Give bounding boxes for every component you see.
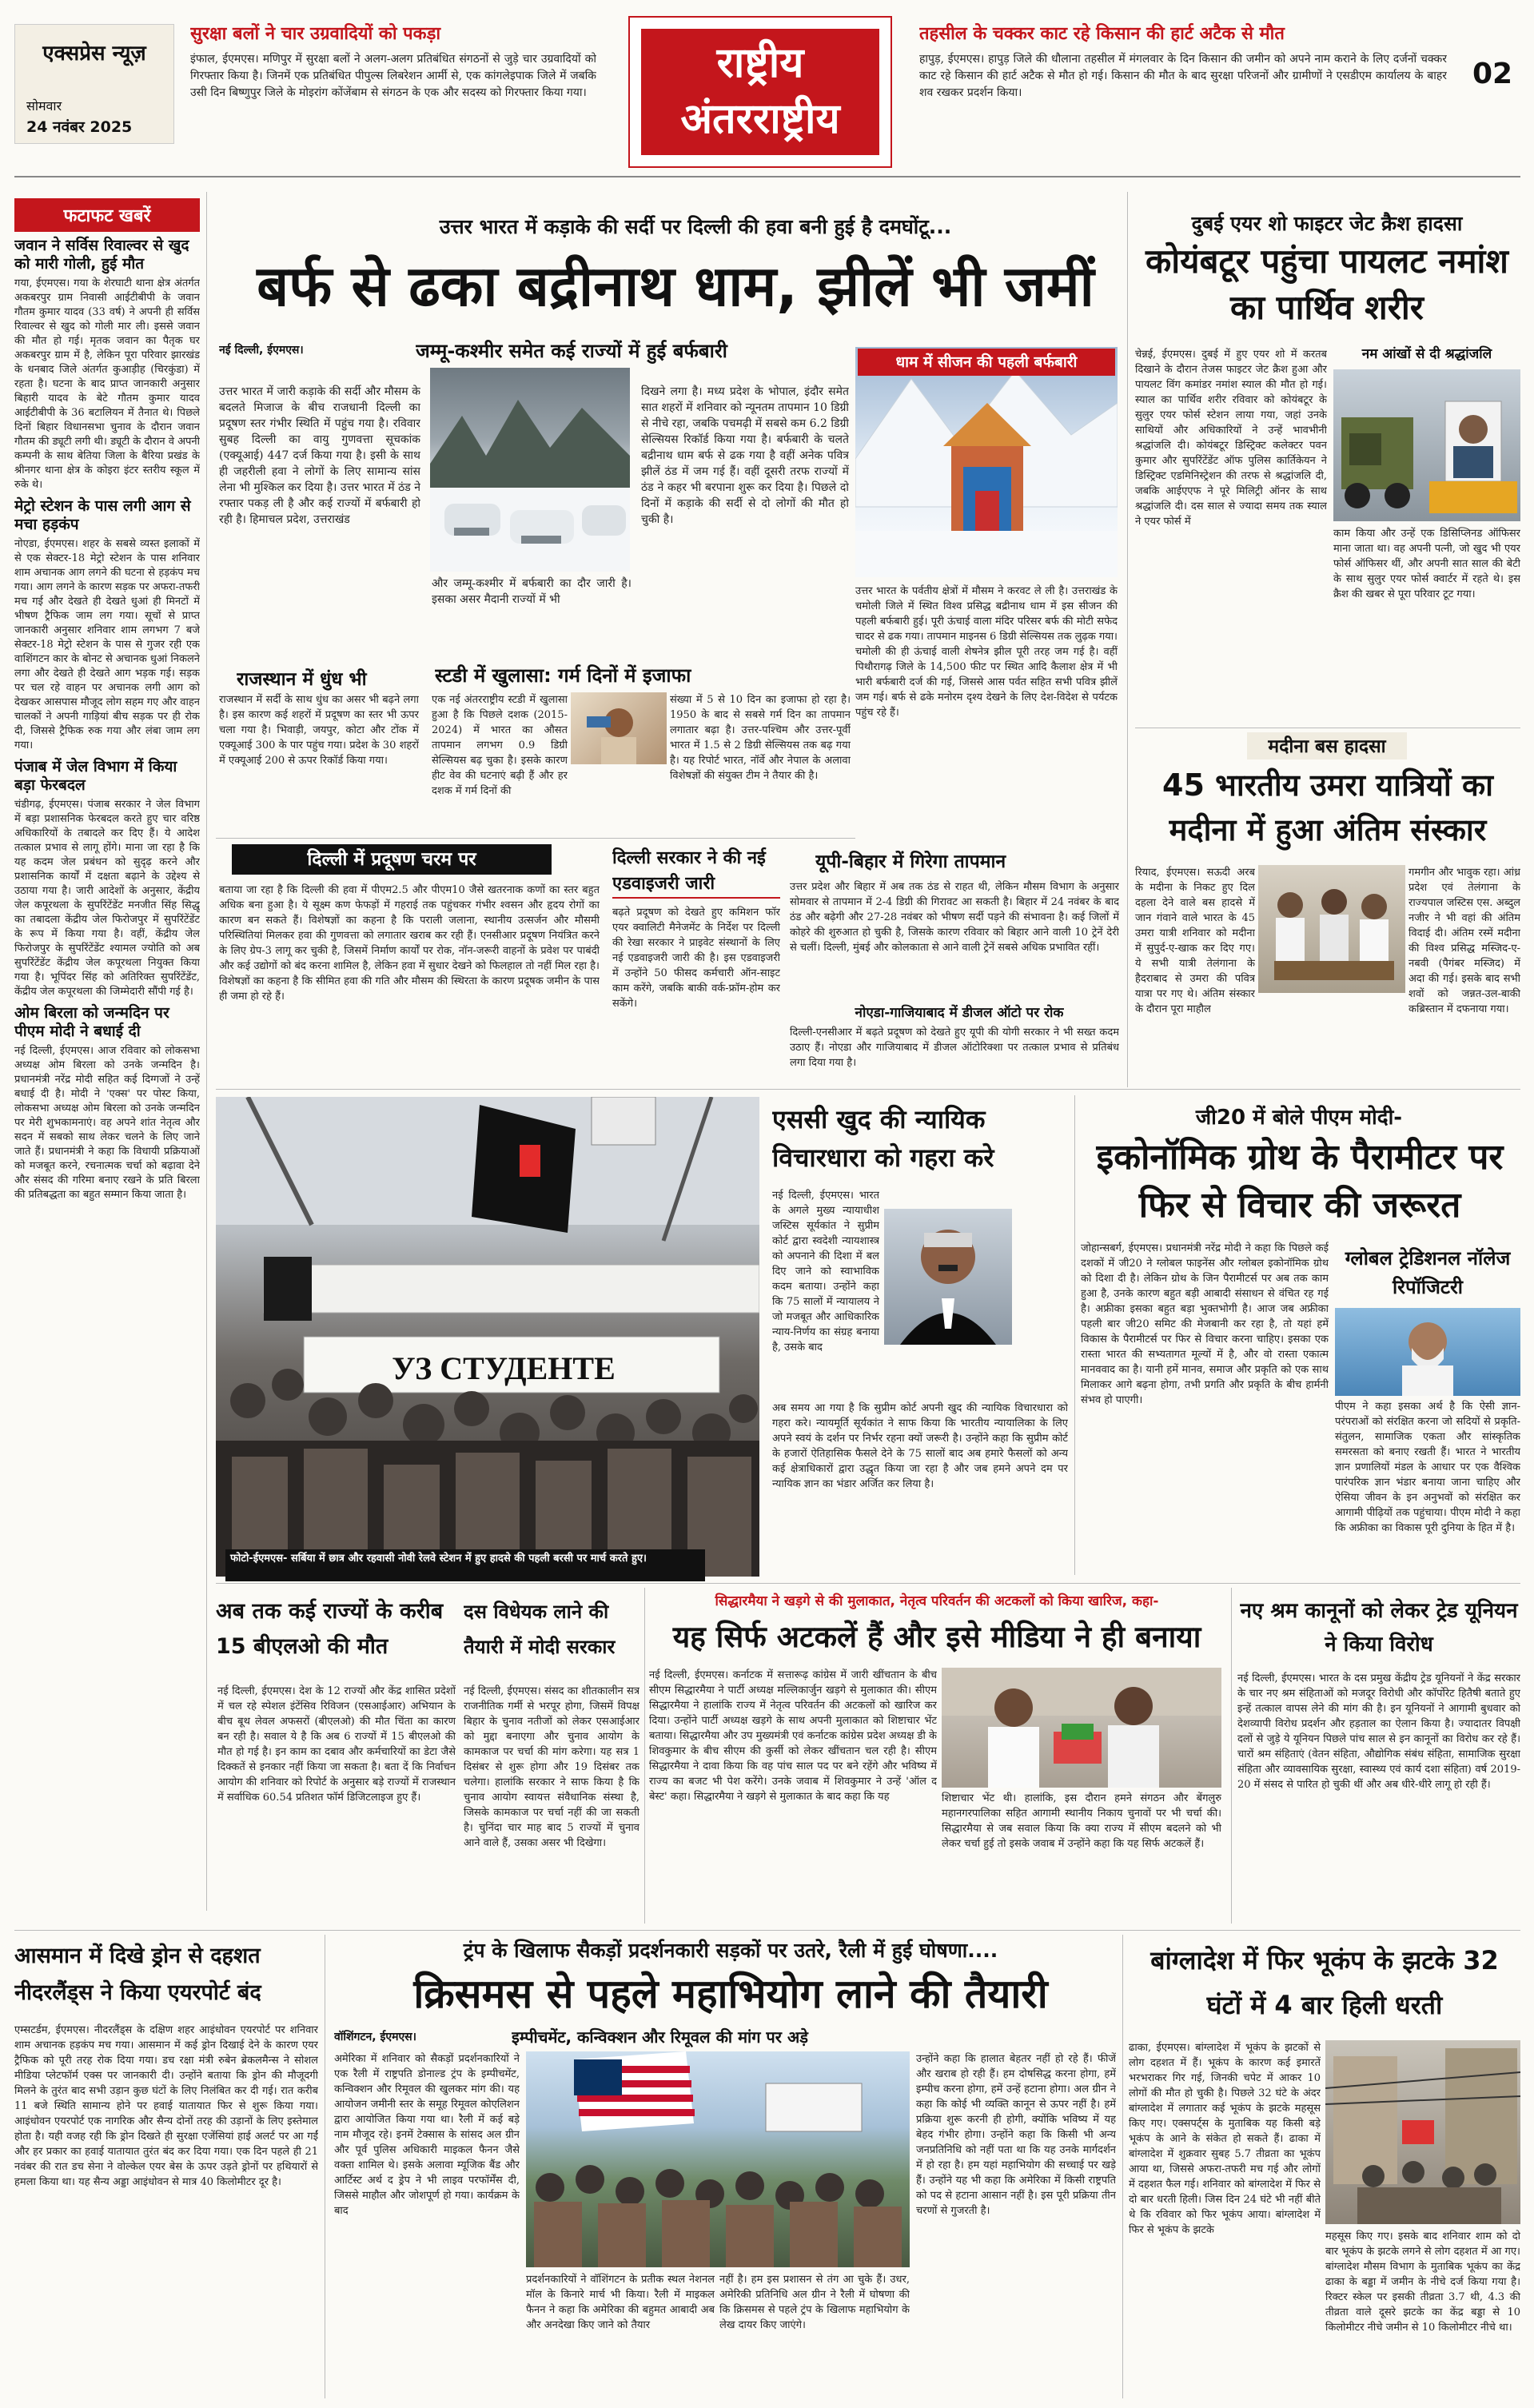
trump-col4: उन्होंने कहा कि हालात बेहतर नहीं हो रहे हैं। फीजें और खराब हो रही हैं। हम दोषसिद्ध करना होगा, हमें इम्पीच करना होगा, हमें उन्हें हटाना होगा। अल ग्रीन ने कहा कि कोई भी व्यक्ति कानून से ऊपर नहीं है। हमें प्रक्रिया शुरू करनी ही होगी, क्योंकि भविष्य में यह बेहद गंभीर होगा। उन्होंने कहा कि किसी भी अन्य जनप्रतिनिधि को नहीं पता था कि यह उनके मार्गदर्शन में हो रहा है। हम यहां महाभियोग की सच्चाई पर खड़े हैं। उन्होंने यह भी कहा कि अमेरिका में किसी राष्ट्रपति को पद से हटाना आसान नहीं है। इस पूरी प्रक्रिया तीन चरणों से गुजरती है। (916, 2053, 1116, 2217)
bangladesh-text-a: ढाका, ईएमएस। बांग्लादेश में भूकंप के झटकों से लोग दहशत में हैं। भूकंप के कारण कई इमारतें भरभराकर गिर गई, जिनकी चपेट में आकर 10 लोगों की मौत हो चुकी है। पिछले 32 घंटे के अंदर बांग्लादेश में लगातार कई भूकंप के झटके महसूस किए गए। एक्सपर्ट्स के मुताबिक यह किसी बड़े भूकंप के आने के संकेत हो सकते हैं। ढाका में बांग्लादेश में शुक्रवार सुबह 5.7 तीव्रता का भूकंप आया था, जिससे अफरा-तफरी मच गई और लोगों में दहशत फैल गई। शनिवार को बांग्लादेश में फिर से दो बार धरती हिली। जिस दिन 24 घंटे भी नहीं बीते थे कि रविवार को फिर भूकंप आया। बांग्लादेश में फिर से भूकंप के झटके (1129, 2042, 1321, 2236)
study-headline: स्टडी में खुलासा: गर्म दिनों में इजाफा (435, 664, 691, 687)
up-bihar-headline: यूपी-बिहार में गिरेगा तापमान (815, 851, 1006, 872)
lead-subhead: जम्मू-कश्मीर समेत कई राज्यों में हुई बर्फबारी (416, 340, 727, 362)
sc-text-a: नई दिल्ली, ईएमएस। भारत के अगले मुख्य न्यायाधीश जस्टिस सूर्यकांत ने सुप्रीम कोर्ट द्वारा स्वदेशी न्यायशास्त्र को अपनाने की दिशा में बल दिए जाने को स्वाभाविक कदम बताया। उन्होंने कहा कि 75 सालों में न्यायालय ने जो मजबूत और आधिकारिक न्याय-निर्णय का संग्रह बनाया है, उसके बाद (772, 1190, 879, 1354)
g20-headline: इकोनॉमिक ग्रोथ के पैरामीटर पर फिर से विचार की जरूरत (1096, 1137, 1504, 1226)
coimbatore-headline: कोयंबटूर पहुंचा पायलट नमांश का पार्थिव शरीर (1146, 241, 1508, 327)
lead-col4: उत्तर भारत के पर्वतीय क्षेत्रों में मौसम ने करवट ले ली है। उत्तराखंड के चमोली जिले में स्थित विश्व प्रसिद्ध बद्रीनाथ धाम में इस सीजन की पहली बर्फबारी हुई। पूरी ऊंचाई वाला मंदिर परिसर बर्फ की मोटी सफेद चादर से ढक गया। तापमान माइनस 6 डिग्री सेल्सियस तक लुढ़क गया। चमोली की ही ऊंचाई वाली शेषनेत्र झील पूरी तरह जम गई है। वहीं पिथौरागढ़ जिले के 14,500 फीट पर स्थित आदि कैलाश क्षेत्र में भी भारी बर्फबारी दर्ज की गई, जिससे आस पर्वत सहित सभी पवित्र झीलें जम गई। बर्फ से ढके मनोरम दृश्य देखने के लिए देश-विदेश से पर्यटक पहुंच रहे हैं। (855, 585, 1118, 719)
trump-protest-photo (526, 2051, 910, 2267)
sc-headline: एससी खुद की न्यायिक विचारधारा को गहरा करे (772, 1104, 994, 1173)
trump-col1: अमेरिका में शनिवार को सैकड़ों प्रदर्शनकारियों ने एक रैली में राष्ट्रपति डोनाल्ड ट्रंप के इम्पीचमेंट, कन्विक्शन और रिमूवल की खुलकर मांग की। यह आयोजन जमीनी स्तर के समूह रिमूवल कोएलिशन द्वारा आयोजित किया गया था। रैली में कई बड़े नाम मौजूद रहे। इनमें टेक्सास के सांसद अल ग्रीन और पूर्व पुलिस अधिकारी माइकल फैनन जैसे वक्ता शामिल थे। इसके अलावा म्यूजिक बैंड और आर्टिस्ट अर्थ द ड्रेप ने भी लाइव परफॉर्मेंस दी, जिससे माहौल और जोशपूर्ण हो गया। कार्यक्रम के बाद (334, 2053, 520, 2217)
pilot-tribute-photo (1333, 369, 1520, 521)
coimbatore-text-a: चेन्नई, ईएमएस। दुबई में हुए एयर शो में करतब दिखाने के दौरान तेजस फाइटर जेट क्रैश हुआ और पायलट विंग कमांडर नमांश स्याल की मौत हो गई। स्याल का पार्थिव शरीर रविवार को कोयंबटूर के सुलुर एयर फोर्स स्टेशन लाया गया, जहां उनके साथियों और अधिकारियों ने उन्हें भावभीनी श्रद्धांजलि दी। कोयंबटूर डिस्ट्रिक्ट कलेक्टर पवन कुमार और सुपरिंटेंडेंट ऑफ पुलिस कार्तिकेयन ने डिस्ट्रिक्ट एडमिनिस्ट्रेशन की तरफ से श्रद्धांजलि दी, जबकि आईएएफ ने पूरे मिलिट्री ऑनर के साथ श्रद्धांजलि दी। दस साल से ज्यादा समय तक स्याल ने एयर फोर्स में (1135, 349, 1327, 528)
coimbatore-kicker: दुबई एयर शो फाइटर जेट क्रैश हादसा (1191, 212, 1463, 235)
lead-col3: दिखने लगा है। मध्य प्रदेश के भोपाल, इंदौर समेत सात शहरों में शनिवार को न्यूनतम तापमान 10 डिग्री से नीचे रहा, जबकि पचमढ़ी में सबसे कम 6.2 डिग्री सेल्सियस रिकॉर्ड किया गया है। बर्फबारी के चलते बद्रीनाथ धाम बर्फ से ढक गया है वहीं अनेक पवित्र झीलें ठंड में जम गई हैं। वहीं दूसरी तरफ राज्यों में ठंड ने कहर भी बरपाना शुरू कर दिया है। पिछले दो दिनों में कड़ाके की सर्दी से दो लोगों की मौत हो चुकी है। (641, 385, 849, 526)
protest-photo-caption: फोटो-ईएमएस- सर्बिया में छात्र और रहवासी नोवी रेलवे स्टेशन में हुए हादसे की पहली बरसी पर मार्च करते हुए। (225, 1549, 705, 1581)
brand-name: एक्सप्रेस न्यूज़ (42, 42, 146, 66)
siddaramaiah-text-b: शिष्टाचार भेंट थी। हालांकि, इस दौरान हमने संगठन और बेंगलुरु महानगरपालिका सहित आगामी स्थानीय निकाय चुनावों पर भी चर्चा की। सिद्धारमैया से जब सवाल किया कि क्या राज्य में सीएम बदलने को भी लेकर चर्चा हुई तो इसके जवाब में उन्होंने कहा कि यह सिर्फ अटकलें हैं। (942, 1792, 1221, 1850)
trump-photo-caption: प्रदर्शनकारियों ने वॉशिंगटन के प्रतीक स्थल नेशनल मॉल के किनारे मार्च भी किया। रैली में माइकल फैनन ने कहा कि अमेरिका की बहुमत आबादी अब और अनदेखा किए जाने को तैयार (526, 2274, 715, 2331)
sidebar-text-3: चंडीगढ़, ईएमएस। पंजाब सरकार ने जेल विभाग में बड़ा प्रशासनिक फेरबदल करते हुए चार वरिष्ठ अधिकारियों के तबादले कर दिए हैं। ये आदेश तत्काल प्रभाव से लागू होंगे। माना जा रहा है कि यह कदम जेल प्रबंधन को सुदृढ़ करने और प्रशासनिक कार्यों में दक्षता बढ़ाने के उद्देश्य से उठाया गया है। जारी आदेशों के अनुसार, केंद्रीय जेल कपूरथला के सुपरिंटेंडेंट मनजीत सिंह सिद्धू का तबादला केंद्रीय जेल फिरोजपुर में सुपरिंटेंडेंट के रूप में किया गया है। वहीं, केंद्रीय जेल फिरोजपुर के सुपरिंटेंडेंट श्यामल ज्योति को अब सुपरिंटेंडेंट केंद्रीय जेल कपूरथला नियुक्त किया गया है। भूपिंदर सिंह को अतिरिक्त सुपरिंटेंडेंट, केंद्रीय जेल कपूरथला की जिम्मेदारी सौंपी गई है। (14, 799, 200, 998)
drone-headline: आसमान में दिखे ड्रोन से दहशत नीदरलैंड्स ने किया एयरपोर्ट बंद (14, 1944, 261, 2005)
rajasthan-text: राजस्थान में सर्दी के साथ धुंध का असर भी बढ़ने लगा है। इस कारण कई शहरों में प्रदूषण का स्तर भी ऊपर चला गया है। भिवाड़ी, जयपुर, कोटा और टोंक में एक्यूआई 300 के पार पहुंच गया। प्रदेश के 30 शहरों में एक्यूआई 200 से ऊपर रिकॉर्ड किया गया। (219, 694, 419, 767)
medina-funeral-photo (1258, 865, 1405, 993)
study-text-b: संख्या में 5 से 10 दिन का इजाफा हो रहा है। 1950 के बाद से सबसे गर्म दिन का तापमान लगातार बढ़ा है। उत्तर-पश्चिम और उत्तर-पूर्वी भारत में 1.5 से 2 डिग्री सेल्सियस तक बढ़ गया है। यह रिपोर्ट भारत, नॉर्वे और नेपाल के अलावा विशेषज्ञों की संयुक्त टीम ने तैयार की है। (670, 694, 851, 782)
trump-col3-tail: नहीं है। हम इस प्रशासन से तंग आ चुके हैं। उधर, अमेरिकी प्रतिनिधि अल ग्रीन ने रैली में घोषणा की कि क्रिसमस से पहले ट्रंप के खिलाफ महाभियोग के लेख दायर किए जाएंगे। (719, 2274, 910, 2331)
medina-text-b: गमगीन और भावुक रहा। आंध्र प्रदेश एवं तेलंगाना के राज्यपाल जस्टिस एस. अब्दुल नजीर ने भी वहां की अंतिम विदाई दी। अंतिम रस्में मदीना की विश्व प्रसिद्ध मस्जिद-ए-नबवी (पैगंबर मस्जिद) में अदा की गई। इसके बाद सभी शवों को जन्नत-उल-बाकी कब्रिस्तान में दफनाया गया। (1408, 867, 1520, 1015)
lead-col2-tail: और जम्मू-कश्मीर में बर्फबारी का दौर जारी है। इसका असर मैदानी राज्यों में भी (432, 577, 632, 606)
labour-text: नई दिल्ली, ईएमएस। भारत के दस प्रमुख केंद्रीय ट्रेड यूनियनों ने केंद्र सरकार के चार नए श्रम संहिताओं को मजदूर विरोधी और कॉर्पोरेट हितैषी बताते हुए इन्हें तत्काल वापस लेने की मांग की है। इन यूनियनों ने आगामी बुधवार को देशव्यापी विरोध प्रदर्शन और हड़ताल का ऐलान किया है। ज्यादातर विपक्षी दलों से जुड़े ये यूनियन पिछले पांच साल से इन कानूनों का विरोध कर रहे हैं। चारों श्रम संहिताएं (वेतन संहिता, औद्योगिक संबंध संहिता, सामाजिक सुरक्षा संहिता और व्यावसायिक सुरक्षा, स्वास्थ्य एवं कार्य दशा संहिता) वर्ष 2019-20 में संसद से पारित हो चुकी थीं और अब धीरे-धीरे लागू हो रही हैं। (1237, 1672, 1520, 1791)
sidebar (14, 198, 200, 1917)
g20-sub-headline: ग्लोबल ट्रेडिशनल नॉलेज रिपॉजिटरी (1345, 1247, 1511, 1298)
vidheyak-text: नई दिल्ली, ईएमएस। संसद का शीतकालीन सत्र राजनीतिक गर्मी से भरपूर होगा, जिसमें विपक्ष बिहार के चुनाव नतीजों को लेकर एसआईआर को मुद्दा बनाएगा और चुनाव आयोग के कामकाज पर चर्चा की मांग करेगा। यह सत्र 1 दिसंबर से शुरू होगा और 19 दिसंबर तक चलेगा। हालांकि सरकार ने साफ किया है कि चुनाव आयोग स्वायत्त संवैधानिक संस्था है, जिसके कामकाज पर चर्चा नहीं की जा सकती है। चुनिंदा चार माह बाद 5 राज्यों में चुनाव आने वाले हैं, उसका असर भी दिखेगा। (464, 1685, 639, 1849)
sidebar-title: फटाफट खबरें (14, 198, 200, 232)
bilo-headline: अब तक कई राज्यों के करीब 15 बीएलओ की मौत (216, 1599, 444, 1659)
bangladesh-headline: बांग्लादेश में फिर भूकंप के झटके 32 घंटों में 4 बार हिली धरती (1150, 1945, 1499, 2020)
siddaramaiah-text-a: नई दिल्ली, ईएमएस। कर्नाटक में सत्तारूढ़ कांग्रेस में जारी खींचतान के बीच सीएम सिद्धारमैया ने पार्टी अध्यक्ष मल्लिकार्जुन खड़गे से मुलाकात की। सीएम सिद्धारमैया ने हालांकि राज्य में नेतृत्व परिवर्तन की अटकलों को खारिज कर दिया। उन्होंने पार्टी अध्यक्ष खड़गे के साथ अपनी मुलाकात को शिष्टाचार भेंट बताया। सिद्धारमैया और उप मुख्यमंत्री एवं कर्नाटक कांग्रेस प्रदेश अध्यक्ष डी के शिवकुमार के बीच सीएम की कुर्सी को लेकर खींचतान चल रही है। सीएम सिद्धारमैया ने दावा किया कि वह पांच साल पद पर बने रहेंगे और भविष्य में राज्य का बजट भी पेश करेंगे। उनके जवाब में शिवकुमार ने उन्हें 'ऑल द बेस्ट' कहा। सिद्धारमैया ने खड़गे से मुलाकात के बाद कहा कि यह (649, 1669, 937, 1803)
noida-headline: नोएडा-गाजियाबाद में डीजल ऑटो पर रोक (855, 1005, 1064, 1021)
coimbatore-subhead: नम आंखों से दी श्रद्धांजलि (1361, 346, 1492, 362)
sc-text-b: अब समय आ गया है कि सुप्रीम कोर्ट अपनी खुद की न्यायिक विचारधारा को गहरा करे। न्यायमूर्ति सूर्यकांत ने साफ किया कि भारतीय न्यायालिका के लिए अपने स्वयं के दर्शन पर निर्भर रहना क्यों जरूरी है। उन्होंने कहा कि सुप्रीम कोर्ट के हजारों ऐतिहासिक फैसले देने के 75 सालों बाद अब हमारे फैसलों को अन्य कई क्षेत्राधिकारों द्वारा उद्धृत किया जा रहा है और जब हमने अपने दम पर न्यायिक ज्ञान का भंडार अर्जित कर लिया है। (772, 1402, 1068, 1490)
lead-headline: बर्फ से ढका बद्रीनाथ धाम, झीलें भी जमीं (257, 253, 1094, 319)
medina-text-a: रियाद, ईएमएस। सऊदी अरब के मदीना के निकट हुए दिल दहला देने वाले बस हादसे में जान गंवाने वाले भारत के 45 उमरा यात्री शनिवार को मदीना में सुपुर्द-ए-खाक कर दिए गए। ये सभी यात्री तेलंगाना के हैदराबाद से उमरा की पवित्र यात्रा पर गए थे। अंतिम संस्कार के दौरान पूरा माहौल (1135, 867, 1255, 1015)
lead-dateline: नई दिल्ली, ईएमएस। (219, 344, 304, 357)
vidheyak-headline: दस विधेयक लाने की तैयारी में मोदी सरकार (464, 1601, 616, 1658)
sidebar-headline-3: पंजाब में जेल विभाग में किया बड़ा फेरबदल (14, 758, 177, 794)
masthead-day: सोमवार (26, 98, 62, 114)
lead-kicker: उत्तर भारत में कड़ाके की सर्दी पर दिल्ली की हवा बनी हुई है दमघोंटू... (439, 215, 952, 238)
badrinath-photo-label: धाम में सीजन की पहली बर्फबारी (858, 349, 1115, 376)
advisory-text: बढ़ते प्रदूषण को देखते हुए कमिशन फॉर एयर क्वालिटी मैनेजमेंट के निर्देश पर दिल्ली की रेखा सरकार ने प्राइवेट संस्थानों के लिए नई एडवाइजरी जारी की है। इस एडवाइजरी में उन्होंने 50 फीसद कर्मचारी ऑन-साइट काम करेंगे, जबकि बाकी वर्क-फ्रॉम-होम कर सकेंगे। (612, 907, 780, 1010)
trump-subhead: इम्पीचमेंट, कन्विक्शन और रिमूवल की मांग पर अड़े (512, 2027, 808, 2047)
labour-headline: नए श्रम कानूनों को लेकर ट्रेड यूनियन ने किया विरोध (1240, 1599, 1518, 1656)
section-title-2: अंतरराष्ट्रीय (680, 95, 840, 143)
g20-text-b: पीएम ने कहा इसका अर्थ है कि ऐसी ज्ञान-परंपराओं को संरक्षित करना जो सदियों से प्रकृति-संतुलन, सामाजिक एकता और सांस्कृतिक समरसता को बनाए रखती हैं। भारत ने भारतीय ज्ञान प्रणालियों मंडल के आधार पर एक वैश्विक पारंपरिक ज्ञान भंडार बनाया जाना चाहिए और ऐसिया जीवन के इन अनुभवों को संरक्षित कर आगामी पीढ़ियों तक पहुंचाया। पीएम मोदी ने कहा कि अफ्रीका का विकास पूरी दुनिया के हित में है। (1335, 1401, 1520, 1534)
bangladesh-text-b: महसूस किए गए। इसके बाद शनिवार शाम को दो बार भूकंप के झटके लगने से लोग दहशत में आ गए। बांग्लादेश मौसम विभाग के मुताबिक भूकंप का केंद्र ढाका के बड्डा में जमीन के नीचे दर्ज किया गया है। रिक्टर स्केल पर इसकी तीव्रता 3.7 थी, 4.3 की तीव्रता वाले दूसरे झटके का केंद्र बड्डा से 10 किलोमीटर नीचे जमीन से 10 किलोमीटर नीचे था। (1325, 2231, 1520, 2334)
noida-text: दिल्ली-एनसीआर में बढ़ते प्रदूषण को देखते हुए यूपी की योगी सरकार ने भी सख्त कदम उठाए हैं। नोएडा और गाजियाबाद में डीजल ऑटोरिक्शा पर तत्काल प्रभाव से प्रतिबंध लगा दिया गया है। (790, 1027, 1119, 1069)
trump-headline: क्रिसमस से पहले महाभियोग लाने की तैयारी (413, 1971, 1048, 2017)
top-left-text: इंफाल, ईएमएस। मणिपुर में सुरक्षा बलों ने अलग-अलग प्रतिबंधित संगठनों से जुड़े चार उग्रवादियों को गिरफ्तार किया है। जिनमें एक प्रतिबंधित पीपुल्स लिबरेशन आर्मी से, एक कांगलेइपाक जिले में जबकि उसी दिन बिष्णुपुर जिले के मोइरांग कोंजेंबाम से संगठन के एक और सदस्य को गिरफ्तार किया गया। (190, 53, 596, 99)
bangladesh-quake-photo (1325, 2040, 1520, 2224)
bilo-text: नई दिल्ली, ईएमएस। देश के 12 राज्यों और केंद्र शासित प्रदेशों में चल रहे स्पेशल इंटेंसिव रिविजन (एसआईआर) अभियान के बीच बूथ लेवल अफसरों (बीएलओ) की मौत चिंता का कारण बन रही है। सवाल ये है कि अब 6 राज्यों में 15 बीएलओ की मौत हो गई है। इन काम का दबाव और कर्मचारियों का डेटा जैसे दिक्कतें से इनकार नहीं किया जा सकता है। बता दें कि निर्वाचन आयोग की शनिवार को रिपोर्ट के अनुसार बड़े राज्यों में राजस्थान में सर्वाधिक 60.54 प्रतिशत फॉर्म डिजिटलाइज हुए हैं। (217, 1685, 456, 1804)
masthead-brand-box (14, 24, 174, 144)
sidebar-headline-4: ओम बिरला को जन्मदिन पर पीएम मोदी ने बधाई दी (14, 1004, 169, 1040)
page-number: 02 (1472, 58, 1513, 90)
siddaramaiah-headline: यह सिर्फ अटकलें हैं और इसे मीडिया ने ही बनाया (672, 1620, 1201, 1654)
top-left-story (190, 21, 596, 149)
sidebar-headline-2: मेट्रो स्टेशन के पास लगी आग से मचा हड़कंप (14, 497, 191, 533)
snow-cars-photo (430, 368, 630, 572)
top-right-text: हापुड़, ईएमएस। हापुड़ जिले की धौलाना तहसील में मंगलवार के दिन किसान की जमीन को अपने नाम कराने के लिए दर्जनों चक्कर काट रहे किसान की हार्ट अटैक से मौत हो गई। किसान की मौत के बाद सुरक्षा परिजनों और ग्रामीणों ने एसडीएम कार्यालय के बाहर शव रखकर प्रदर्शन किया। (919, 53, 1447, 99)
justice-surya-kant-photo (884, 1209, 1012, 1345)
heat-photo (571, 692, 667, 764)
sidebar-text-4: नई दिल्ली, ईएमएस। आज रविवार को लोकसभा अध्यक्ष ओम बिरला को उनके जन्मदिन है। प्रधानमंत्री नरेंद्र मोदी सहित कई दिग्गजों ने उन्हें बधाई दी है। मोदी ने 'एक्स' पर पोस्ट किया, लोकसभा अध्यक्ष ओम बिरला को उनके जन्मदिन पर मेरी शुभकामनाएं। वह अपने शांत नेतृत्व और सदन में सबको साथ लेकर चलने के लिए जाने जाते हैं। प्रधानमंत्री ने कहा कि विधायी प्रक्रियाओं को मजबूत करने, रचनात्मक चर्चा को बढ़ावा देने और संसद की गरिमा बनाए रखने के प्रति बिरला की प्रतिबद्धता का बहुत सम्मान किया जाता है। (14, 1045, 200, 1201)
section-title-1: राष्ट्रीय (716, 39, 804, 87)
top-right-story (919, 21, 1447, 149)
masthead-date: 24 नवंबर 2025 (26, 118, 133, 136)
sidebar-text-2: नोएडा, ईएमएस। शहर के सबसे व्यस्त इलाकों में से एक सेक्टर-18 मेट्रो स्टेशन के पास शनिवार शाम अचानक आग लगने की घटना से हड़कंप मच गया। आग लगने के कारण सड़क पर अफरा-तफरी मच गई और देखते ही देखते धुआं ही मिनटों में भीषण ट्रैफिक जाम लग गया। सूचों से प्राप्त जानकारी अनुसार शनिवार शाम लगभग 7 बजे सेक्टर-18 मेट्रो स्टेशन के पास से गुजर रही एक वाशिंगटन कार के बोनट से अचानक धुआं निकलने लगा और देखते ही देखते आग भड़क गई। सड़क पर चल रहे वाहन पर अचानक लगी आग को देखकर आसपास मौजूद लोग सहम गए और वाहन चालकों ने अपनी गाड़ियां बीच सड़क पर ही रोक दी, जिससे ट्रैफिक रुक गया और लंबा जाम लग गया। (14, 538, 200, 752)
pollution-text: बताया जा रहा है कि दिल्ली की हवा में पीएम2.5 और पीएम10 जैसे खतरनाक कणों का स्तर बहुत अधिक बना हुआ है। ये सूक्ष्म कण फेफड़ों में गहराई तक पहुंचकर गंभीर श्वसन और हृदय रोगों का कारण बन सकते हैं। विशेषज्ञों का कहना है कि पराली जलाना, स्थानीय उत्सर्जन और मौसमी परिस्थितियां मिलकर हवा की गुणवत्ता को लगातार खराब कर रही हैं। एनसीआर प्रदूषण नियंत्रित करने के लिए ग्रेप-3 लागू कर चुकी है, जिसमें निर्माण कार्यों पर रोक, नॉन-जरूरी वाहनों के प्रवेश पर पाबंदी और कई उद्योगों को बंद करना शामिल है, लेकिन हवा में सुधार देखने को फिलहाल तो नहीं मिल रहा है। विशेषज्ञों का कहना है कि सीमित हवा की गति और मौसम की स्थिरता के कारण प्रदूषक जमीन के पास ही जमा हो रहे हैं। (219, 884, 600, 1003)
top-right-headline: तहसील के चक्कर काट रहे किसान की हार्ट अटैक से मौत (919, 24, 1285, 44)
sidebar-text-1: गया, ईएमएस। गया के शेरघाटी थाना क्षेत्र अंतर्गत अकबरपुर ग्राम निवासी आईटीबीपी के जवान गौतम कुमार यादव (33 वर्ष) ने अपनी ही सर्विस रिवाल्वर से खुद को गोली मार ली। इससे जवान की मौत हो गई। मृतक जवान का पैतृक घर अकबरपुर ग्राम में है, लेकिन पूरा परिवार झारखंड के धनबाद जिले अंतर्गत कुआड़ीह (चिरकुंडा) में रहता है। घटना के बाद प्राप्त जानकारी अनुसार बिहारी यादव के बेटे गौतम कुमार यादव आईटीबीपी के 36 बटालियन में तैनात थे। पिछले दिनों बिहार विधानसभा चुनाव के दौरान जवान गौतम की ड्यूटी लगी थी। ड्यूटी के दौरान वे अपनी कम्पनी के साथ बेतिया जिला के बैरिया प्रखंड के श्रीनगर थाना क्षेत्र के कोइरा इंटर स्तरीय स्कूल में रुके थे। (14, 277, 200, 491)
badrinath-photo (855, 347, 1118, 577)
top-left-headline: सुरक्षा बलों ने चार उग्रवादियों को पकड़ा (190, 24, 441, 44)
up-bihar-text: उत्तर प्रदेश और बिहार में अब तक ठंड से राहत थी, लेकिन मौसम विभाग के अनुसार सोमवार से तापमान में 2-4 डिग्री की गिरावट आ सकती है। बिहार में 24 नवंबर के बाद ठंड और बढ़ेगी और 27-28 नवंबर को भीषण सर्दी पड़ने की संभावना है। कई जिलों में कोहरे की शुरुआत हो चुकी है, जिसके कारण रविवार को बिहार आने वाली 10 ट्रेनें देरी से चलीं। दिल्ली, मुंबई और कोलकाता से आने वाली ट्रेनें सबसे अधिक प्रभावित रहीं। (790, 881, 1119, 954)
pollution-headline: दिल्ली में प्रदूषण चरम पर (232, 844, 552, 875)
lead-col1: उत्तर भारत में जारी कड़ाके की सर्दी और मौसम के बदलते मिजाज के बीच राजधानी दिल्ली का प्रदूषण स्तर गंभीर स्थिति में पहुंच गया है। रविवार सुबह दिल्ली का वायु गुणवत्ता सूचकांक (एक्यूआई) 447 दर्ज किया गया है। इसी के साथ ही जहरीली हवा ने लोगों के लिए सामान्य सांस लेना भी मुश्किल कर दिया है। उत्तर भारत में ठंड ने रफ्तार पकड़ ली है और कई राज्यों में बर्फबारी हो रही है। हिमाचल प्रदेश, उत्तराखंड (219, 385, 420, 526)
section-badge (628, 16, 892, 168)
g20-text-a: जोहान्सबर्ग, ईएमएस। प्रधानमंत्री नरेंद्र मोदी ने कहा कि पिछले कई दशकों में जी20 ने ग्लोबल फाइनेंस और ग्लोबल इकोनॉमिक ग्रोथ को दिशा दी है। लेकिन ग्रोथ के जिन पैरामीटर्स पर अब तक काम हुआ है, उनके कारण बहुत बड़ी आबादी संसाधन से वंचित रह गई है। अफ्रीका इसका बहुत बड़ा भुक्तभोगी है। आज जब अफ्रीका पहली बार जी20 समिट की मेजबानी कर रहा है, तो यहां हमें विकास के पैरामीटर्स पर फिर से विचार करना चाहिए। इसका एक रास्ता भारत की सभ्यतागत मूल्यों में है, और वो रास्ता एकात्म मानववाद का है। यानी हमें मानव, समाज और प्रकृति को एक साथ मिलाकर आगे बढ़ना होगा, तभी प्रगति और प्रकृति के बीच हार्मनी संभव हो पाएगी। (1081, 1242, 1329, 1406)
siddaramaiah-kicker: सिद्धारमैया ने खड़गे से की मुलाकात, नेतृत्व परिवर्तन की अटकलों को किया खारिज, कहा- (715, 1593, 1159, 1609)
g20-kicker: जी20 में बोले पीएम मोदी- (1195, 1106, 1403, 1130)
drone-text: एम्सटर्डम, ईएमएस। नीदरलैंड्स के दक्षिण शहर आइंधोवन एयरपोर्ट पर शनिवार शाम अचानक हड़कंप मच गया। आसमान में कई ड्रोन दिखाई देने के कारण एयर ट्रैफिक को पूरी तरह रोक दिया गया। डच रक्षा मंत्री रुबेन ब्रेकलमैन्स ने सोशल मीडिया प्लेटफॉर्म एक्स पर जानकारी दी। उन्होंने बताया कि ड्रोन की मौजूदगी मिलने के तुरंत बाद सभी उड़ान कुछ घंटों के लिए निलंबित कर दी गई। रात करीब 11 बजे स्थिति सामान्य होने पर हवाई यातायात फिर से शुरू किया गया। आइंधोवन एयरपोर्ट एक नागरिक और सैन्य दोनों तरह की उड़ानों के लिए इस्तेमाल होता है। यही वजह रही कि ड्रोन दिखते ही सुरक्षा एजेंसियां हाई अलर्ट पर आ गईं और हर प्रकार का हवाई यातायात तुरंत बंद कर दिया गया। एक दिन पहले ही 21 नवंबर की रात डच सेना ने वोल्केल एयर बेस के ऊपर उड़ते ड्रोनों पर हथियारों से हमला किया था। यह सैन्य अड्डा आइंधोवन से मात्र 40 किलोमीटर दूर है। (14, 2024, 318, 2188)
siddaramaiah-kharge-photo (942, 1668, 1221, 1788)
study-text-a: एक नई अंतरराष्ट्रीय स्टडी में खुलासा हुआ है कि पिछले दशक (2015-2024) में भारत का औसत तापमान लगभग 0.9 डिग्री सेल्सियस बढ़ चुका है। इसके कारण हीट वेव की घटनाएं बढ़ी हैं और हर दशक में गर्म दिनों की (432, 694, 568, 797)
advisory-headline: दिल्ली सरकार ने की नई एडवाइजरी जारी (612, 846, 780, 899)
rajasthan-headline: राजस्थान में धुंध भी (237, 669, 367, 690)
sidebar-headline-1: जवान ने सर्विस रिवाल्वर से खुद को मारी गोली, हुई मौत (14, 237, 189, 273)
modi-photo (1335, 1308, 1520, 1396)
trump-kicker: ट्रंप के खिलाफ सैकड़ों प्रदर्शनकारी सड़कों पर उतरे, रैली में हुई घोषणा.... (463, 1939, 998, 1962)
coimbatore-text-b: काम किया और उन्हें एक डिसिप्लिनड ऑफिसर माना जाता था। वह अपनी पत्नी, जो खुद भी एयर फोर्स ऑफिसर थीं, और अपनी सात साल की बेटी के साथ सुलुर एयर फोर्स क्वार्टर में रहते थे। इस क्रैश की खबर से पूरा परिवार टूट गया। (1333, 528, 1520, 600)
serbia-protest-photo (216, 1097, 759, 1577)
medina-kicker: मदीना बस हादसा (1247, 732, 1407, 759)
protest-banner-text: УЗ СТУДЕНТЕ (392, 1350, 616, 1386)
trump-dateline: वॉशिंगटन, ईएमएस। (334, 2031, 416, 2043)
medina-headline: 45 भारतीय उमरा यात्रियों का मदीना में हुआ अंतिम संस्कार (1162, 767, 1493, 847)
